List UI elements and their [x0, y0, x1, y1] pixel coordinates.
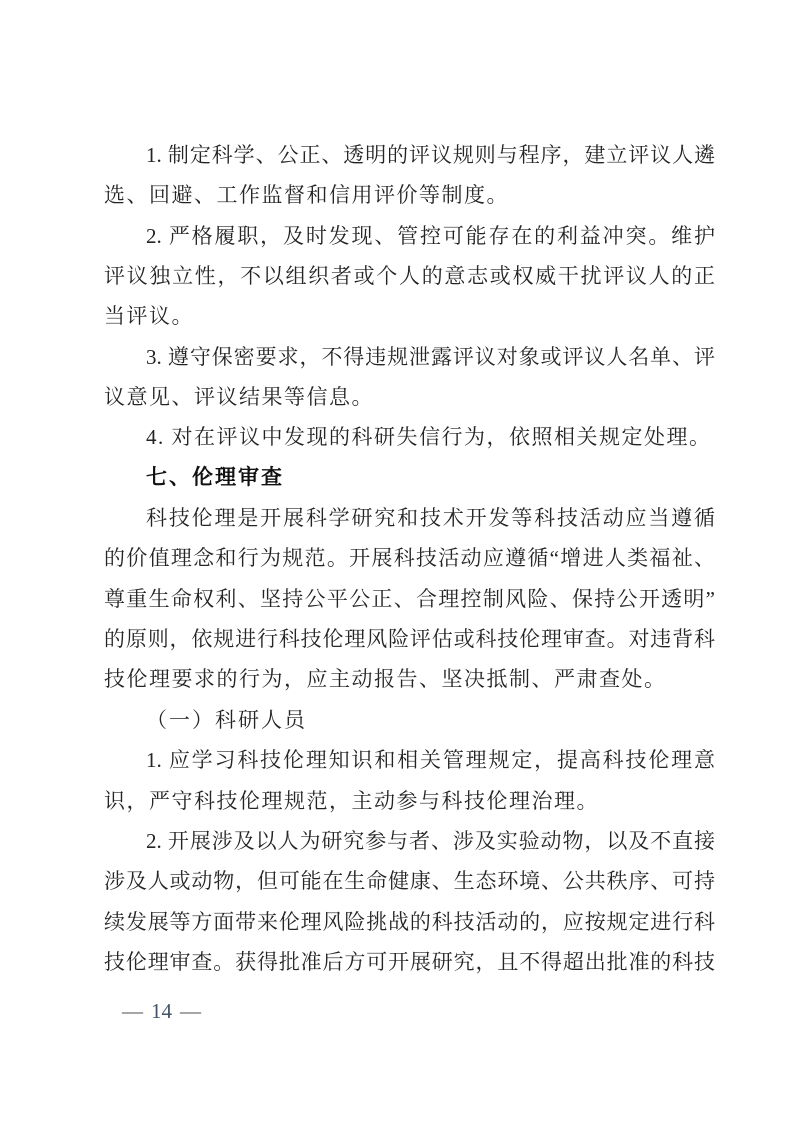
subsection-heading-researchers: （一）科研人员: [146, 707, 307, 732]
text-line: 的原则，依规进行科技伦理风险评估或科技伦理审查。对违背科: [104, 627, 715, 652]
text-line: 的价值理念和行为规范。开展科技活动应遵循“增进人类福祉、: [104, 546, 715, 571]
text-line: 4. 对在评议中发现的科研失信行为，依照相关规定处理。: [146, 425, 712, 450]
text-line: 续发展等方面带来伦理风险挑战的科技活动的，应按规定进行科: [104, 909, 715, 934]
page-footer: [122, 996, 201, 1026]
text-line: 涉及人或动物，但可能在生命健康、生态环境、公共秩序、可持: [104, 869, 715, 894]
text-line: 识，严守科技伦理规范，主动参与科技伦理治理。: [104, 788, 599, 813]
text-line: 尊重生命权利、坚持公平公正、合理控制风险、保持公开透明”: [104, 586, 715, 611]
text-line: 选、回避、工作监督和信用评价等制度。: [104, 183, 509, 208]
text-line: 当评议。: [104, 304, 194, 329]
text-line: 1. 制定科学、公正、透明的评议规则与程序，建立评议人遴: [146, 143, 715, 167]
page-number: 14: [151, 999, 172, 1023]
text-line: 1. 应学习科技伦理知识和相关管理规定，提高科技伦理意: [146, 748, 715, 773]
footer-dash-right: —: [180, 999, 201, 1023]
text-line: 3. 遵守保密要求，不得违规泄露评议对象或评议人名单、评: [146, 344, 715, 369]
text-line: 技伦理审查。获得批准后方可开展研究，且不得超出批准的科技: [104, 949, 715, 974]
text-line: 技伦理要求的行为，应主动报告、坚决抵制、严肃查处。: [104, 667, 667, 692]
text-line: 2. 开展涉及以人为研究参与者、涉及实验动物，以及不直接: [146, 828, 715, 853]
text-line: 科技伦理是开展科学研究和技术开发等科技活动应当遵循: [146, 506, 715, 531]
footer-dash-left: —: [122, 999, 143, 1023]
text-line: 评议独立性，不以组织者或个人的意志或权威干扰评议人的正: [104, 264, 715, 289]
text-line: 2. 严格履职，及时发现、管控可能存在的利益冲突。维护: [146, 223, 715, 248]
document-body: [104, 135, 715, 982]
section-heading-ethics-review: 七、伦理审查: [146, 465, 284, 489]
text-line: 议意见、评议结果等信息。: [104, 385, 374, 410]
